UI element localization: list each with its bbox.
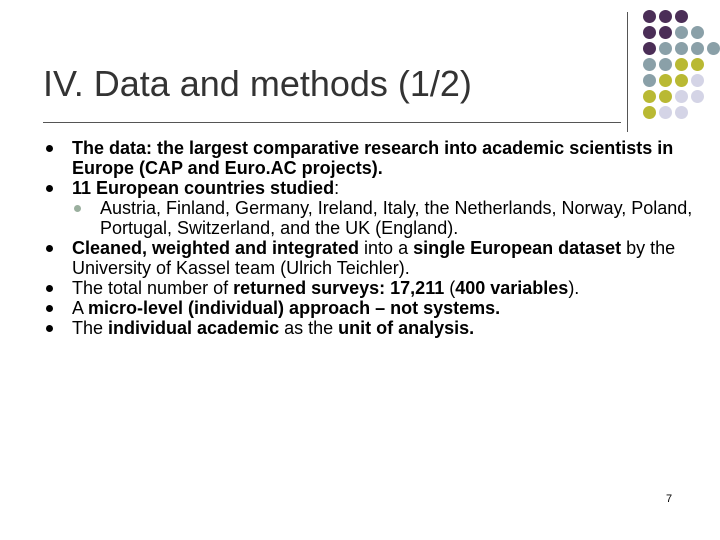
sub-bullet-list [72,198,694,238]
dot [675,106,688,119]
bullet-text-part: 400 variables [455,278,569,298]
bullet-text-part: ( [444,278,456,298]
vertical-divider [627,12,628,132]
dot [675,90,688,103]
bullet-text-part: The total number of [72,278,234,298]
page-number: 7 [666,493,673,505]
bullet-item [44,238,694,278]
bullet-item [44,138,694,178]
bullet-item [44,178,694,238]
dot [643,42,656,55]
bullet-text-part: : [334,178,340,198]
bullet-text-part: individual academic [108,318,280,338]
dot [643,26,656,39]
dot [691,26,704,39]
sub-bullet-text: Austria, Finland, Germany, Ireland, Italy, the Netherlands, Norway, Poland, Portugal, Switzerland, and the UK (England). [100,198,693,238]
bullet-text-part: as the [279,318,339,338]
bullet-text-part: 11 European countries studied [72,178,335,198]
bullet-text-part: returned surveys: 17,211 [233,278,445,298]
sub-bullet-item [72,198,694,238]
dot [675,10,688,23]
bullet-text-part: unit of analysis. [338,318,475,338]
bullet-marker-icon [46,305,53,312]
dot [643,10,656,23]
dot [691,74,704,87]
sub-bullet-marker-icon [74,205,81,212]
bullet-marker-icon [46,185,53,192]
dot [643,58,656,71]
bullet-marker-icon [46,145,53,152]
dot [659,58,672,71]
bullet-text-part: The [72,318,109,338]
bullet-list [44,138,694,338]
bullet-text-part: single European dataset [413,238,622,258]
title-underline [43,122,621,123]
dot [707,42,720,55]
dot [659,106,672,119]
bullet-text-part: into a [359,238,414,258]
bullet-text-part: by the University of Kassel team (Ulrich Teichler). [72,238,676,278]
bullet-text-part: Cleaned, weighted and integrated [72,238,360,258]
dot [643,90,656,103]
dot [675,26,688,39]
dot [643,106,656,119]
dot [691,58,704,71]
dot [675,58,688,71]
bullet-text-part: A [72,298,89,318]
dot [659,10,672,23]
bullet-text-part: micro-level (individual) approach – not systems. [88,298,501,318]
bullet-marker-icon [46,285,53,292]
bullet-text-part: The data: the largest comparative research into academic scientists in Europe (CAP and Euro.AC projects). [72,138,674,178]
dot [691,90,704,103]
dot [675,74,688,87]
dot [659,26,672,39]
dot [659,42,672,55]
bullet-item [44,278,694,298]
dot [659,90,672,103]
dot [659,74,672,87]
bullet-marker-icon [46,325,53,332]
bullet-text-part: ). [568,278,580,298]
bullet-item [44,298,694,318]
bullet-marker-icon [46,245,53,252]
bullet-item [44,318,694,338]
dot [643,74,656,87]
dot [675,42,688,55]
slide-title: IV. Data and methods (1/2) [43,63,472,104]
decorative-dot-grid [640,10,720,140]
dot [691,42,704,55]
